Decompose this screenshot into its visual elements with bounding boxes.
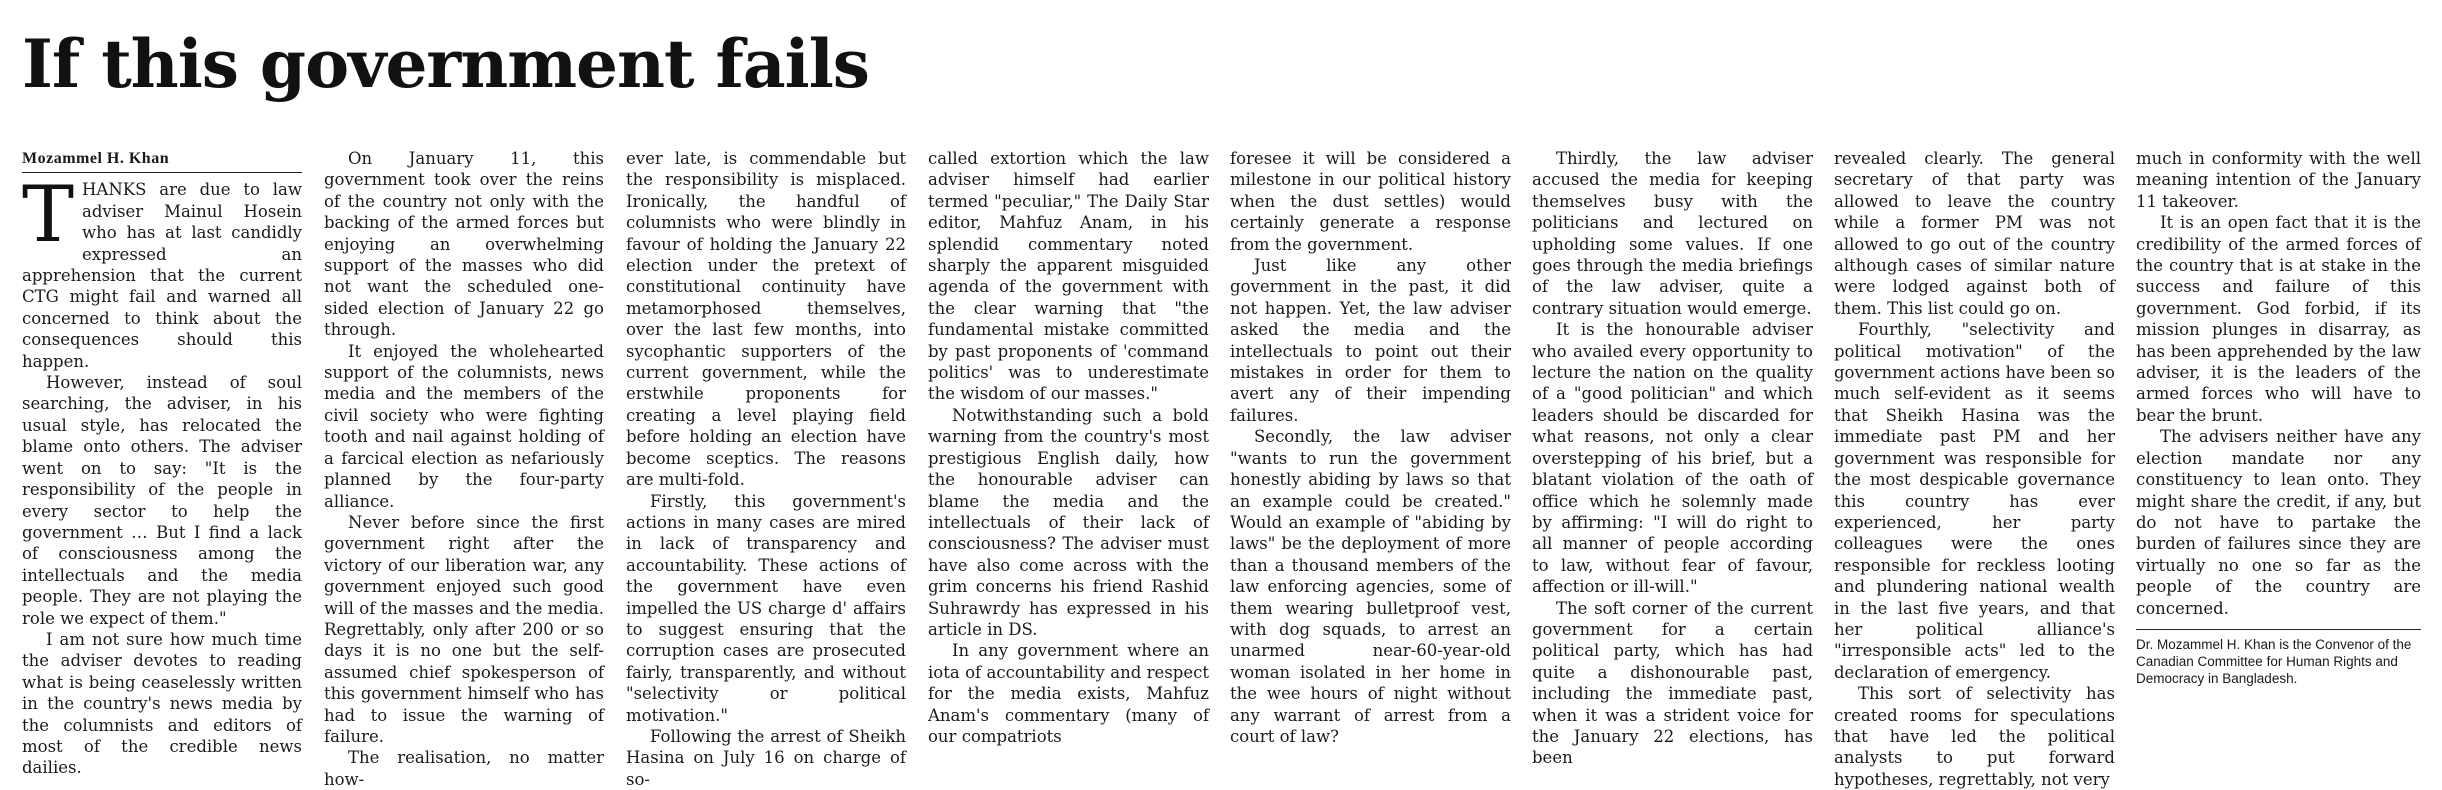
article-column-5 xyxy=(1230,148,1511,747)
article-column-2 xyxy=(324,148,604,790)
paragraph-continued: revealed clearly. The general secretary of that party was allowed to leave the country while a former PM was not allowed to go out of the country although cases of similar nature were lodged against both of them. This list could go on. xyxy=(1834,149,2115,318)
article-column-4 xyxy=(928,148,1209,747)
drop-cap: T xyxy=(22,170,75,261)
paragraph: The advisers neither have any election mandate nor any constituency to lean onto. They might share the credit, if any, but do not have to partake the burden of failures since they are virtually no one so far as the people of the country are concerned. xyxy=(2136,427,2421,618)
lead-paragraph xyxy=(22,170,302,372)
paragraph-continued: called extortion which the law adviser himself had earlier termed "peculiar," The Daily Star editor, Mahfuz Anam, in his splendid commentary noted sharply the apparent misguided agenda of the government with the clear warning that "the fundamental mistake committed by past proponents of 'command politics' was to underestimate the wisdom of our masses." xyxy=(928,149,1209,404)
paragraph: This sort of selectivity has created rooms for speculations that have led the political analysts to put forward hypotheses, regrettably, not very xyxy=(1834,684,2115,789)
paragraph: However, instead of soul searching, the adviser, in his usual style, has relocated the blame onto others. The adviser went on to say: "It is the responsibility of the people in every sector to help the government … But I find a lack of consciousness among the intellectuals and the media people. They are not playing the role we expect of them." xyxy=(22,373,302,628)
paragraph: It enjoyed the wholehearted support of the columnists, news media and the members of the civil society who were fighting tooth and nail against holding of a farcical election as nefariously planned by the four-party alliance. xyxy=(324,341,604,511)
paragraph: The realisation, no matter how- xyxy=(324,748,604,789)
lead-paragraph-text: HANKS are due to law adviser Mainul Hosein who has at last candidly expressed an apprehension that the current CTG might fail and warned all concerned to think about the consequences should this happen. xyxy=(22,180,302,371)
paragraph: The soft corner of the current government for a certain political party, which has had quite a dishonourable past, including the immediate past, when it was a strident voice for the January 22 elections, has been xyxy=(1532,598,1813,768)
paragraph: Firstly, this government's actions in many cases are mired in lack of transparency and accountability. These actions of the government have even impelled the US charge d' affairs to suggest ensuring that the corruption cases are prosecuted fairly, transparently, and without "selectivity or political motivation." xyxy=(626,491,906,725)
paragraph: Notwithstanding such a bold warning from the country's most prestigious English daily, how the honourable adviser can blame the media and the intellectuals of their lack of consciousness? The adviser must have also come across with the grim concerns his friend Rashid Suhrawrdy has expressed in his article in DS. xyxy=(928,405,1209,639)
article-column-3 xyxy=(626,148,906,790)
article-column-1 xyxy=(22,148,302,779)
paragraph-continued: ever late, is commendable but the responsibility is misplaced. Ironically, the handful of columnists who were blindly in favour of holding the January 22 election under the pretext of constitutional continuity have metamorphosed themselves, over the last few months, into sycophantic supporters of the current government, while the erstwhile proponents for creating a level playing field before holding an election have become sceptics. The reasons are multi-fold. xyxy=(626,149,906,490)
article-column-6 xyxy=(1532,148,1813,769)
paragraph: It is the honourable adviser who availed every opportunity to lecture the nation on the quality of a "good politician" and which leaders should be discarded for what reasons, not only a clear overstepping of his brief, but a blatant violation of the oath of office which he solemnly made by affirming: "I will do right to all manner of people according to law, without fear of favour, affection or ill-will." xyxy=(1532,320,1813,597)
paragraph-continued: much in conformity with the well meaning intention of the January 11 takeover. xyxy=(2136,149,2421,211)
paragraph: Fourthly, "selectivity and political motivation" of the government actions have been so much self-evident as it seems that Sheikh Hasina was the immediate past PM and her government was responsible for the most despicable governance this country has ever experienced, her party colleagues were the ones responsible for reckless looting and plundering national wealth in the last five years, and that her political alliance's "irresponsible acts" led to the declaration of emergency. xyxy=(1834,320,2115,682)
headline: If this government fails xyxy=(22,25,869,103)
paragraph: I am not sure how much time the adviser devotes to reading what is being ceaselessly written in the country's news media by the columnists and editors of most of the credible news dailies. xyxy=(22,629,302,778)
paragraph: In any government where an iota of accountability and respect for the media exists, Mahfuz Anam's commentary (many of our compatriots xyxy=(928,641,1209,746)
paragraph: Just like any other government in the past, it did not happen. Yet, the law adviser asked the media and the intellectuals to point out their mistakes in order for them to avert any of their impending failures. xyxy=(1230,256,1511,425)
byline: Mozammel H. Khan xyxy=(22,148,302,173)
paragraph-continued: foresee it will be considered a milestone in our political history when the dust settles) would certainly generate a response from the government. xyxy=(1230,149,1511,254)
paragraph: Following the arrest of Sheikh Hasina on July 16 on charge of so- xyxy=(626,726,906,789)
article-column-8 xyxy=(2136,148,2421,687)
paragraph: On January 11, this government took over the reins of the country not only with the backing of the armed forces but enjoying an overwhelming support of the masses who did not want the scheduled one-sided election of January 22 go through. xyxy=(324,149,604,340)
author-note: Dr. Mozammel H. Khan is the Convenor of the Canadian Committee for Human Rights and Democracy in Bangladesh. xyxy=(2136,629,2421,687)
paragraph: Thirdly, the law adviser accused the media for keeping themselves busy with the politicians and lectured on upholding some values. If one goes through the media briefings of the law adviser, quite a contrary situation would emerge. xyxy=(1532,149,1813,318)
article-column-7 xyxy=(1834,148,2115,790)
paragraph: It is an open fact that it is the credibility of the armed forces of the country that is at stake in the success and failure of this government. God forbid, if its mission plunges in disarray, as has been apprehended by the law adviser, it is the leaders of the armed forces who will have to bear the brunt. xyxy=(2136,213,2421,425)
paragraph: Secondly, the law adviser "wants to run the government honestly abiding by laws so that an example could be created." Would an example of "abiding by laws" be the deployment of more than a thousand members of the law enforcing agencies, some of them wearing bulletproof vest, with dog squads, to arrest an unarmed near-60-year-old woman isolated in her home in the wee hours of night without any warrant of arrest from a court of law? xyxy=(1230,427,1511,746)
paragraph: Never before since the first government right after the victory of our liberation war, any government enjoyed such good will of the masses and the media. Regrettably, only after 200 or so days it is no one but the self-assumed chief spokesperson of this government himself who has had to issue the warning of failure. xyxy=(324,512,604,746)
